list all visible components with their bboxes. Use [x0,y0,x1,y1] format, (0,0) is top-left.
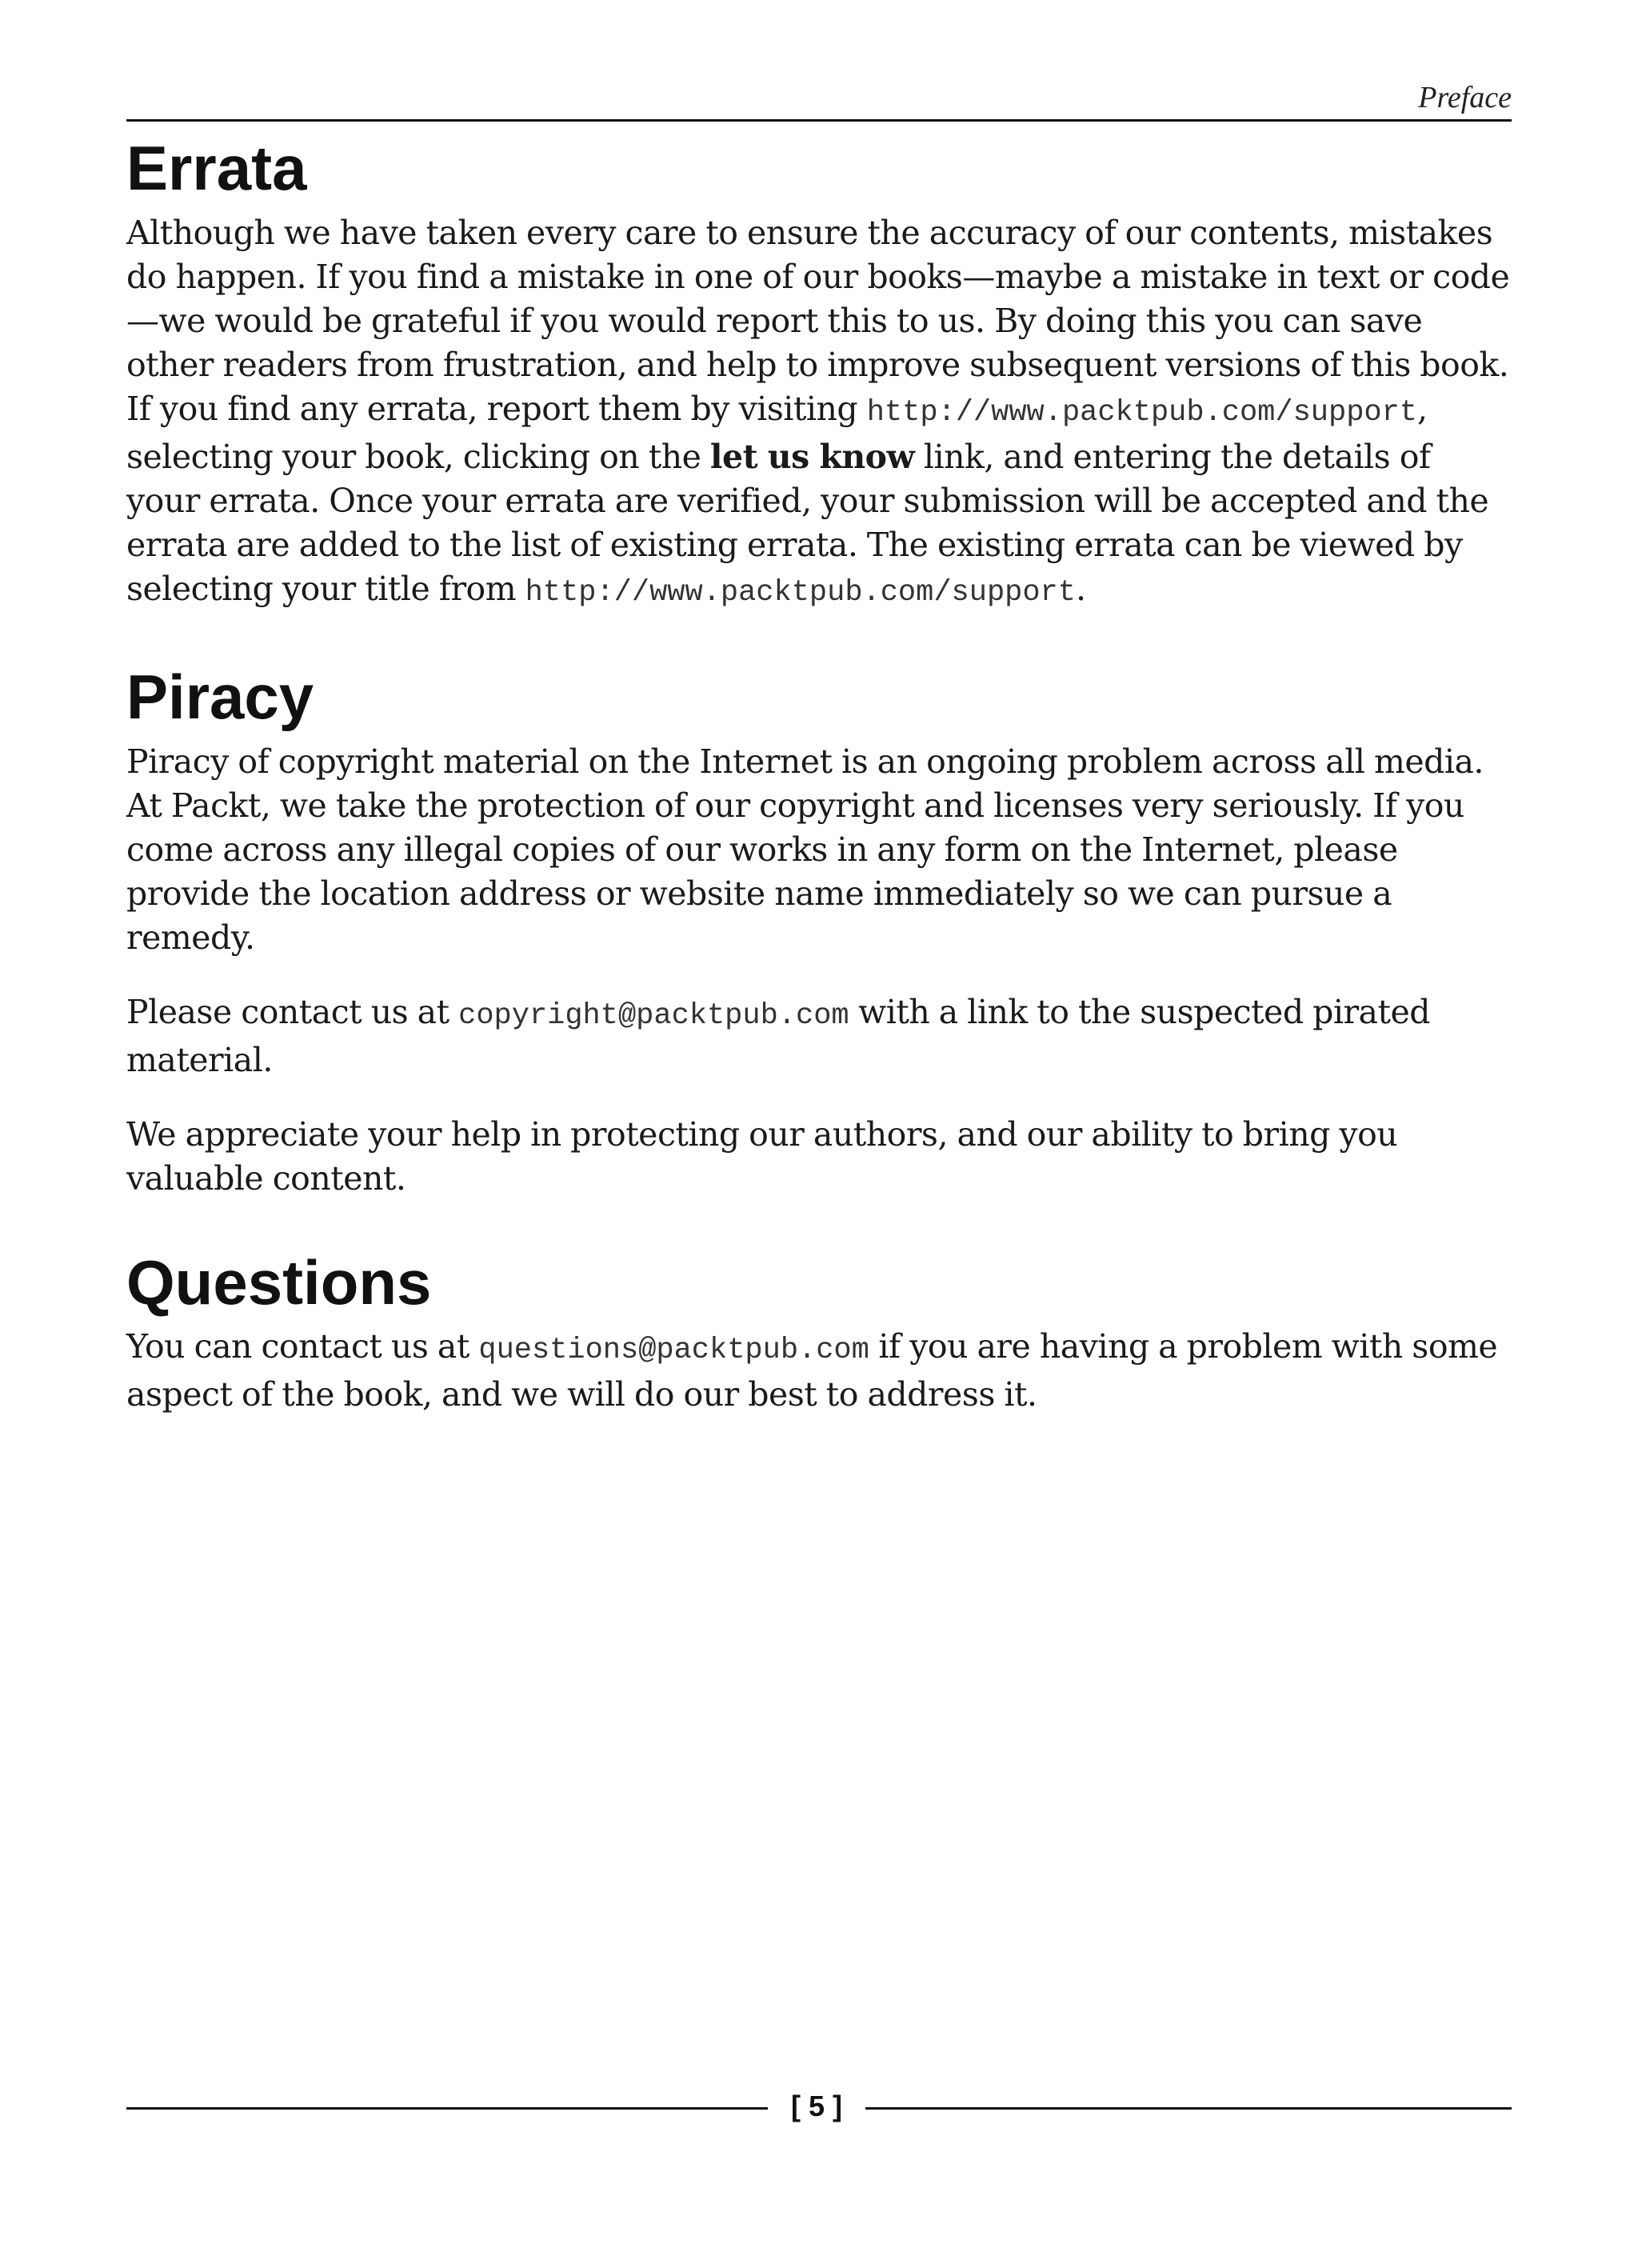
copyright-email-link[interactable]: copyright@packtpub.com [458,998,849,1033]
piracy-contact-text-1: Please contact us at [126,992,459,1031]
book-page [126,0,1512,2268]
piracy-contact-text-2: with a link to the suspected pirated material. [126,992,1430,1079]
piracy-paragraph-3: We appreciate your help in protecting our authors, and our ability to bring you valuable content. [126,1114,1398,1198]
section-questions [126,1246,1512,1418]
questions-email-link[interactable]: questions@packtpub.com [478,1334,869,1368]
header-rule [126,119,1512,122]
let-us-know-link[interactable]: let us know [709,437,915,476]
questions-text-2: if you are having a problem with some aspect of the book, and we will do our best to address it. [126,1327,1498,1414]
errata-text-4: . [1075,569,1086,608]
section-piracy [126,663,1512,1201]
piracy-paragraph-2 [126,990,1512,1082]
errata-text-1: Although we have taken every care to ensure the accuracy of our contents, mistakes do happen. If you find a mistake in one of our books—maybe a mistake in text or code—we would be grateful if you would report this to us. By doing this you can save other readers from frustration, and help to improve subsequent versions of this book. If you find any errata, report them by visiting [126,213,1510,428]
errata-paragraph [126,211,1512,615]
errata-text-3: link, and entering the details of your errata. Once your errata are verified, your submission will be accepted and the errata are added to the list of existing errata. The existing errata can be viewed by selecting your title from [126,437,1489,608]
page-content [126,134,1512,1465]
errata-text-2: , selecting your book, clicking on the [126,389,1428,476]
running-header: Preface [1418,81,1512,114]
questions-text-1: You can contact us at [126,1327,479,1366]
questions-heading: Questions [126,1246,432,1318]
questions-paragraph [126,1325,1512,1417]
page-number: [ 5 ] [790,2090,842,2122]
errata-heading: Errata [126,133,307,203]
page-footer [126,2083,1512,2131]
section-errata [126,134,1512,615]
piracy-paragraph-1: Piracy of copyright material on the Internet is an ongoing problem across all media. At Packt, we take the protection of our copyright and licenses very seriously. If you come across any illegal copies of our works in any form on the Internet, please provide the location address or website name immediately so we can pursue a remedy. [126,742,1484,957]
piracy-heading: Piracy [126,661,314,732]
footer-rule-right [865,2107,1512,2110]
errata-support-url-2[interactable]: http://www.packtpub.com/support [525,575,1076,610]
footer-rule-left [126,2107,768,2110]
errata-support-url-1[interactable]: http://www.packtpub.com/support [866,395,1418,430]
